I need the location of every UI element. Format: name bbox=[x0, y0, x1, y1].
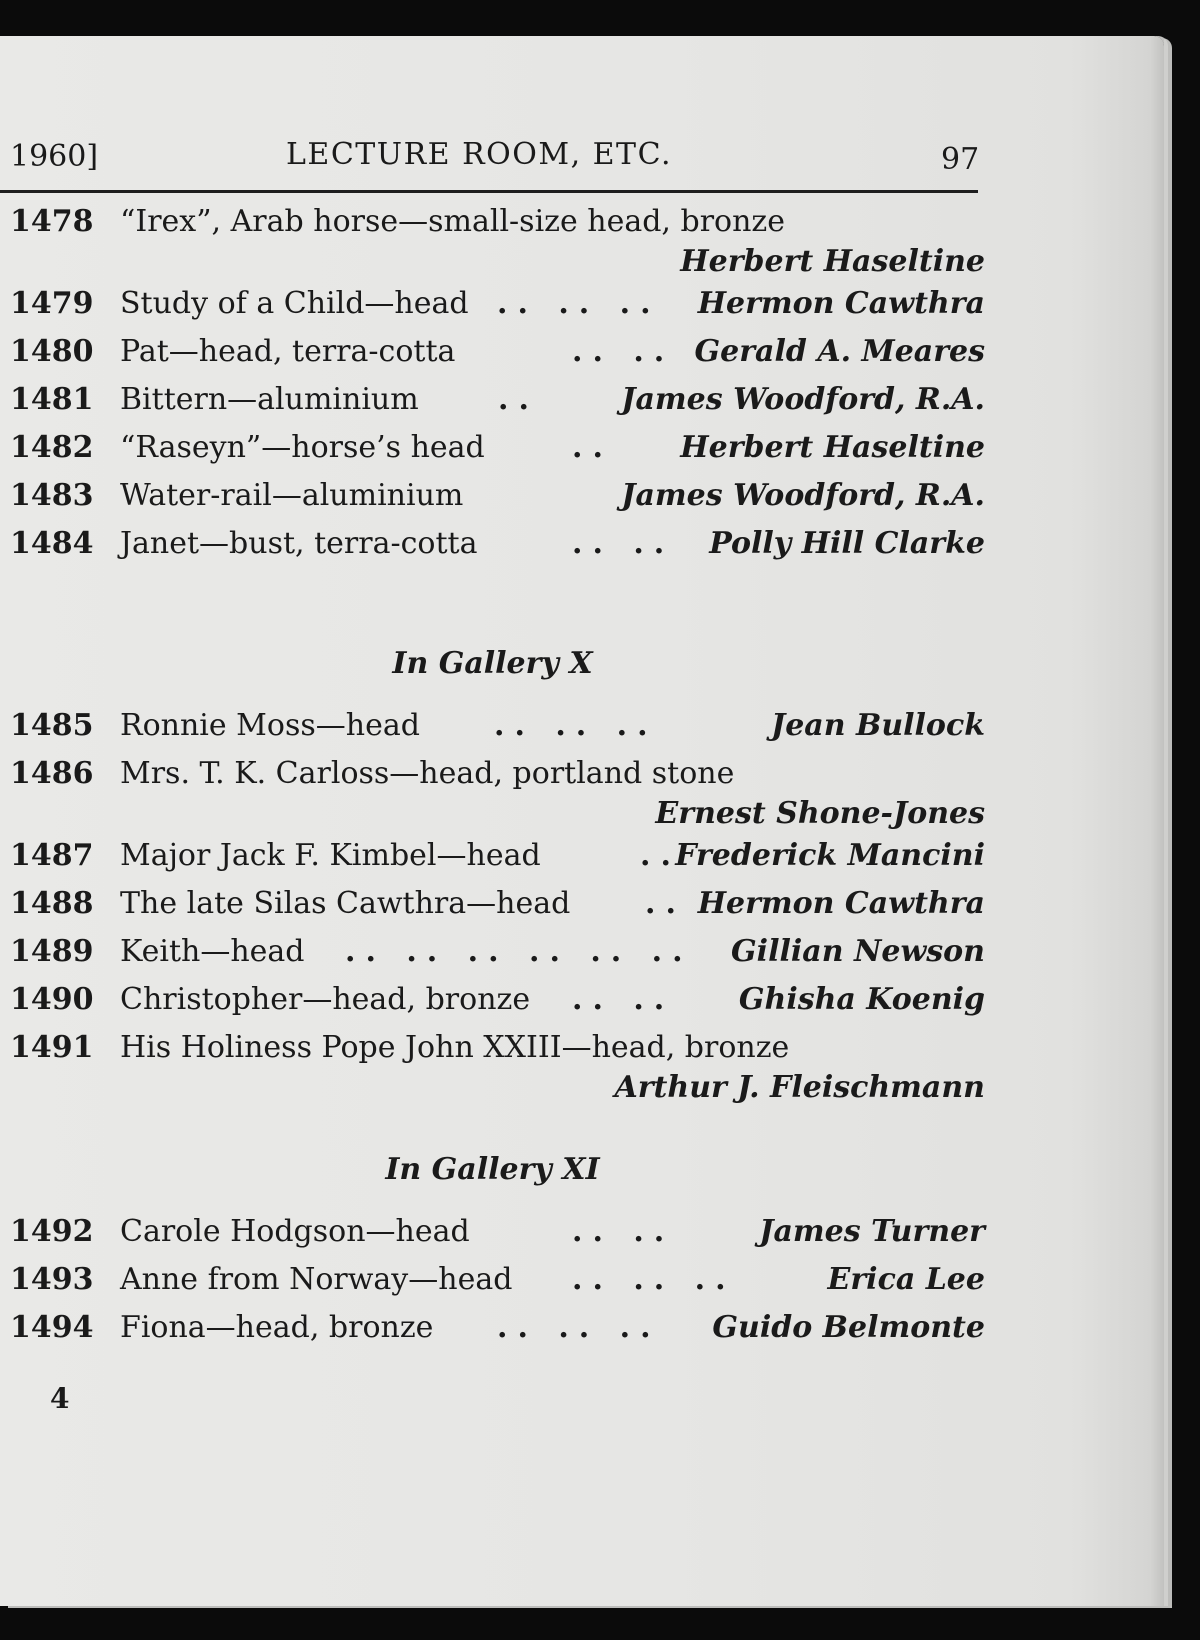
entry-title: Water-rail—aluminium bbox=[120, 478, 464, 513]
entry-artist: James Woodford, R.A. bbox=[621, 382, 985, 417]
section-heading-gallery-xi: In Gallery XI bbox=[385, 1152, 600, 1187]
entry-number: 1479 bbox=[10, 286, 94, 321]
leader-dots: .. .. .. bbox=[494, 708, 658, 743]
entry-number: 1493 bbox=[10, 1262, 94, 1297]
entry-number: 1491 bbox=[10, 1030, 94, 1065]
entry-number: 1492 bbox=[10, 1214, 94, 1249]
entry-artist: Ghisha Koenig bbox=[738, 982, 985, 1017]
leader-dots: .. .. bbox=[572, 526, 675, 561]
leader-dots: .. .. .. bbox=[497, 1310, 661, 1345]
entry-artist: James Turner bbox=[759, 1214, 985, 1249]
catalogue-entry-1488 bbox=[0, 886, 985, 928]
signature-mark: 4 bbox=[50, 1382, 70, 1415]
header-rule bbox=[0, 190, 978, 193]
catalogue-entry-1490 bbox=[0, 982, 985, 1024]
catalogue-entry-1491 bbox=[0, 1030, 985, 1105]
leader-dots: .. .. bbox=[572, 1214, 675, 1249]
entry-title: Carole Hodgson—head bbox=[120, 1214, 470, 1249]
catalogue-entry-1480 bbox=[0, 334, 985, 376]
entry-number: 1481 bbox=[10, 382, 94, 417]
catalogue-entry-1492 bbox=[0, 1214, 985, 1256]
page-number: 97 bbox=[941, 142, 980, 177]
entry-number: 1490 bbox=[10, 982, 94, 1017]
entry-title: “Raseyn”—horse’s head bbox=[120, 430, 485, 465]
catalogue-entry-1486 bbox=[0, 756, 985, 831]
entry-artist: Hermon Cawthra bbox=[697, 886, 985, 921]
entry-artist: James Woodford, R.A. bbox=[621, 478, 985, 513]
entry-artist: Frederick Mancini bbox=[675, 838, 985, 873]
entry-artist: Erica Lee bbox=[827, 1262, 985, 1297]
entry-title: Bittern—aluminium bbox=[120, 382, 419, 417]
header-title: LECTURE ROOM, ETC. bbox=[286, 137, 672, 172]
leader-dots: .. bbox=[640, 838, 681, 873]
leader-dots: .. bbox=[645, 886, 686, 921]
leader-dots: .. .. .. .. .. .. bbox=[345, 934, 693, 969]
entry-title: Ronnie Moss—head bbox=[120, 708, 420, 743]
entry-artist: Jean Bullock bbox=[771, 708, 985, 743]
entry-title: Study of a Child—head bbox=[120, 286, 469, 321]
entry-artist: Hermon Cawthra bbox=[697, 286, 985, 321]
entry-number: 1489 bbox=[10, 934, 94, 969]
leader-dots: .. .. .. bbox=[572, 1262, 736, 1297]
leader-dots: .. .. .. bbox=[497, 286, 661, 321]
entry-title: Keith—head bbox=[120, 934, 305, 969]
entry-number: 1486 bbox=[10, 756, 94, 791]
entry-artist: Herbert Haseltine bbox=[680, 430, 985, 465]
running-header bbox=[0, 139, 980, 179]
entry-artist: Herbert Haseltine bbox=[680, 244, 985, 279]
leader-dots: .. bbox=[572, 430, 613, 465]
entry-title: Pat—head, terra-cotta bbox=[120, 334, 456, 369]
entry-title: Mrs. T. K. Carloss—head, portland stone bbox=[120, 756, 735, 791]
leader-dots: .. .. bbox=[572, 334, 675, 369]
entry-number: 1480 bbox=[10, 334, 94, 369]
entry-title: Christopher—head, bronze bbox=[120, 982, 531, 1017]
entry-number: 1485 bbox=[10, 708, 94, 743]
catalogue-entry-1481 bbox=[0, 382, 985, 424]
section-heading-gallery-x: In Gallery X bbox=[392, 646, 593, 681]
catalogue-entry-1494 bbox=[0, 1310, 985, 1352]
entry-number: 1482 bbox=[10, 430, 94, 465]
catalogue-entry-1489 bbox=[0, 934, 985, 976]
entry-title: Janet—bust, terra-cotta bbox=[120, 526, 478, 561]
entry-number: 1487 bbox=[10, 838, 94, 873]
catalogue-page bbox=[0, 36, 1164, 1606]
entry-artist: Guido Belmonte bbox=[712, 1310, 985, 1345]
entry-number: 1494 bbox=[10, 1310, 94, 1345]
entry-artist: Gerald A. Meares bbox=[694, 334, 985, 369]
entry-number: 1488 bbox=[10, 886, 94, 921]
entry-number: 1484 bbox=[10, 526, 94, 561]
catalogue-entry-1478 bbox=[0, 204, 985, 279]
leader-dots: .. .. bbox=[572, 982, 675, 1017]
catalogue-entry-1484 bbox=[0, 526, 985, 568]
catalogue-entry-1479 bbox=[0, 286, 985, 328]
entry-artist: Arthur J. Fleischmann bbox=[614, 1070, 985, 1105]
catalogue-entry-1487 bbox=[0, 838, 985, 880]
entry-number: 1478 bbox=[10, 204, 94, 239]
entry-title: “Irex”, Arab horse—small-size head, bronze bbox=[120, 204, 785, 239]
catalogue-entry-1493 bbox=[0, 1262, 985, 1304]
catalogue-entry-1485 bbox=[0, 708, 985, 750]
entry-artist: Polly Hill Clarke bbox=[709, 526, 985, 561]
entry-number: 1483 bbox=[10, 478, 94, 513]
entry-title: Major Jack F. Kimbel—head bbox=[120, 838, 541, 873]
leader-dots: .. bbox=[498, 382, 539, 417]
catalogue-entry-1483 bbox=[0, 478, 985, 520]
entry-artist: Ernest Shone-Jones bbox=[655, 796, 985, 831]
header-year: 1960] bbox=[10, 139, 99, 174]
entry-title: His Holiness Pope John XXIII—head, bronze bbox=[120, 1030, 790, 1065]
entry-title: The late Silas Cawthra—head bbox=[120, 886, 571, 921]
catalogue-entry-1482 bbox=[0, 430, 985, 472]
entry-artist: Gillian Newson bbox=[731, 934, 985, 969]
entry-title: Fiona—head, bronze bbox=[120, 1310, 434, 1345]
entry-title: Anne from Norway—head bbox=[120, 1262, 513, 1297]
